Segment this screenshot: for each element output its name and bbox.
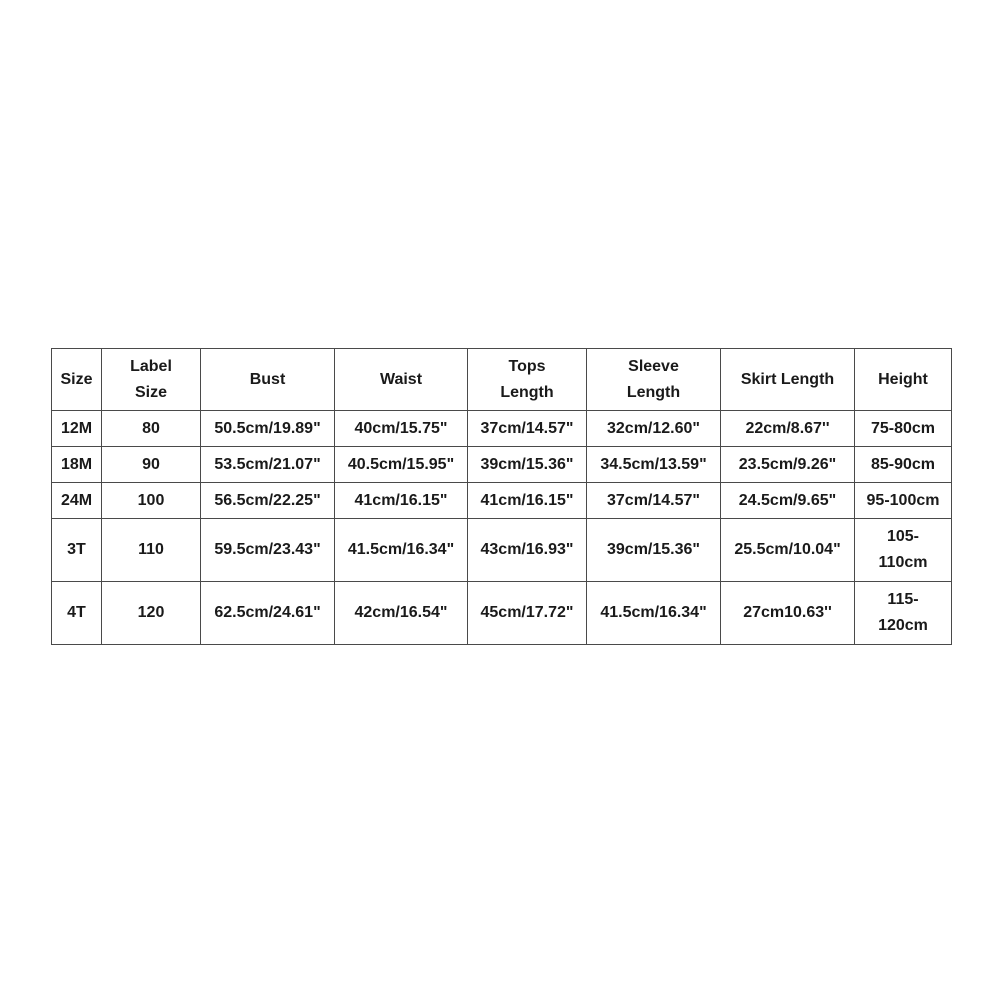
cell-tops-length: 37cm/14.57" <box>468 411 587 447</box>
cell-label-size: 90 <box>102 447 201 483</box>
cell-height: 75-80cm <box>855 411 952 447</box>
cell-skirt-length: 25.5cm/10.04" <box>721 519 855 582</box>
cell-bust: 56.5cm/22.25" <box>201 483 335 519</box>
cell-label-size: 120 <box>102 582 201 645</box>
table-row <box>52 519 952 582</box>
header-waist: Waist <box>335 349 468 411</box>
cell-size: 12M <box>52 411 102 447</box>
header-label-size: Label Size <box>102 349 201 411</box>
cell-height: 85-90cm <box>855 447 952 483</box>
table-row <box>52 483 952 519</box>
cell-bust: 50.5cm/19.89" <box>201 411 335 447</box>
cell-height: 115- 120cm <box>855 582 952 645</box>
cell-sleeve-length: 32cm/12.60" <box>587 411 721 447</box>
cell-bust: 53.5cm/21.07" <box>201 447 335 483</box>
cell-waist: 40.5cm/15.95" <box>335 447 468 483</box>
cell-tops-length: 43cm/16.93" <box>468 519 587 582</box>
cell-height: 105- 110cm <box>855 519 952 582</box>
cell-size: 4T <box>52 582 102 645</box>
cell-sleeve-length: 39cm/15.36" <box>587 519 721 582</box>
cell-label-size: 110 <box>102 519 201 582</box>
cell-tops-length: 45cm/17.72" <box>468 582 587 645</box>
cell-label-size: 80 <box>102 411 201 447</box>
cell-size: 3T <box>52 519 102 582</box>
cell-waist: 40cm/15.75" <box>335 411 468 447</box>
cell-bust: 62.5cm/24.61" <box>201 582 335 645</box>
cell-waist: 42cm/16.54" <box>335 582 468 645</box>
cell-sleeve-length: 34.5cm/13.59" <box>587 447 721 483</box>
table-row <box>52 411 952 447</box>
cell-skirt-length: 22cm/8.67'' <box>721 411 855 447</box>
cell-bust: 59.5cm/23.43" <box>201 519 335 582</box>
cell-waist: 41cm/16.15" <box>335 483 468 519</box>
header-size: Size <box>52 349 102 411</box>
cell-skirt-length: 27cm10.63'' <box>721 582 855 645</box>
header-tops-length: Tops Length <box>468 349 587 411</box>
cell-sleeve-length: 37cm/14.57" <box>587 483 721 519</box>
cell-tops-length: 41cm/16.15" <box>468 483 587 519</box>
header-height: Height <box>855 349 952 411</box>
size-chart-table <box>51 348 952 645</box>
table-row <box>52 447 952 483</box>
header-row <box>52 349 952 411</box>
cell-label-size: 100 <box>102 483 201 519</box>
header-sleeve-length: Sleeve Length <box>587 349 721 411</box>
cell-sleeve-length: 41.5cm/16.34" <box>587 582 721 645</box>
cell-size: 18M <box>52 447 102 483</box>
header-skirt-length: Skirt Length <box>721 349 855 411</box>
cell-tops-length: 39cm/15.36" <box>468 447 587 483</box>
cell-skirt-length: 23.5cm/9.26" <box>721 447 855 483</box>
table-row <box>52 582 952 645</box>
cell-size: 24M <box>52 483 102 519</box>
cell-height: 95-100cm <box>855 483 952 519</box>
cell-skirt-length: 24.5cm/9.65" <box>721 483 855 519</box>
cell-waist: 41.5cm/16.34" <box>335 519 468 582</box>
header-bust: Bust <box>201 349 335 411</box>
